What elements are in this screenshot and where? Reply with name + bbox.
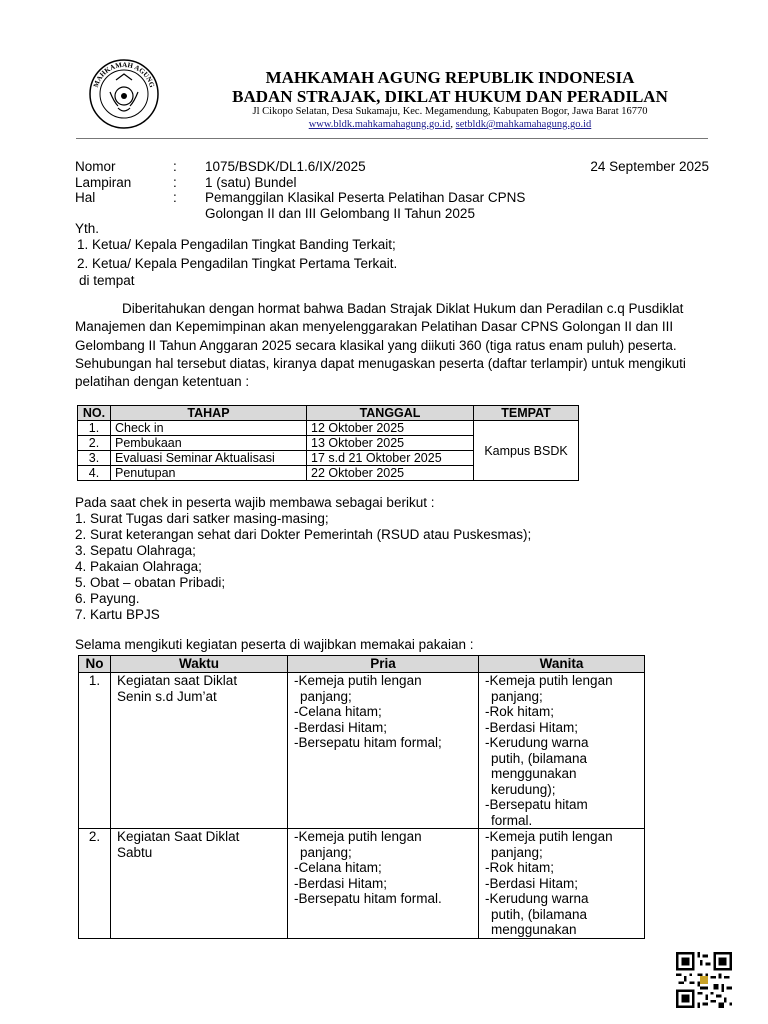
- pria-line: -Kemeja putih lengan: [294, 829, 422, 844]
- wanita-line: menggunakan: [491, 766, 577, 781]
- pria-line: -Berdasi Hitam;: [294, 719, 388, 735]
- row-tahap: Check in: [111, 421, 307, 436]
- org-address: Jl Cikopo Selatan, Desa Sukamaju, Kec. Megamendung, Kabupaten Bogor, Jawa Barat 16770: [252, 106, 648, 117]
- meta-hal-row: [75, 190, 715, 222]
- row-no: 2.: [78, 436, 111, 451]
- lampiran-label: Lampiran: [75, 175, 132, 190]
- addressee-place: di tempat: [79, 273, 135, 288]
- list-item: 1. Surat Tugas dari satker masing-masing;: [75, 511, 329, 526]
- pria-line: -Berdasi Hitam;: [294, 875, 388, 891]
- pria-line: -Celana hitam;: [294, 704, 382, 719]
- pria-line: panjang;: [300, 688, 352, 704]
- wanita-line: -Kerudung warna: [485, 891, 589, 906]
- meta-nomor-row: [75, 159, 715, 175]
- meta-lampiran-row: [75, 175, 715, 191]
- mahkamah-agung-seal-icon: [88, 58, 160, 130]
- row-tanggal: 12 Oktober 2025: [307, 421, 474, 436]
- org-contacts: [170, 118, 730, 132]
- table-header-row: [78, 406, 579, 421]
- waktu-line: Senin s.d Jum’at: [117, 688, 217, 704]
- wanita-line: -Kerudung warna: [485, 735, 589, 750]
- pria-line: -Bersepatu hitam formal;: [294, 735, 442, 750]
- list-item: 5. Obat – obatan Pribadi;: [75, 575, 226, 590]
- row-tahap: Evaluasi Seminar Aktualisasi: [111, 451, 307, 466]
- row-waktu: [111, 829, 288, 939]
- hal-value-line2: Golongan II dan III Gelombang II Tahun 2025: [205, 206, 475, 221]
- table-row: [79, 673, 645, 829]
- col-header: TEMPAT: [474, 406, 579, 421]
- col-header: Waktu: [111, 656, 288, 673]
- wanita-line: putih, (bilamana: [491, 906, 588, 922]
- row-tahap: Penutupan: [111, 466, 307, 481]
- schedule-table: [77, 405, 579, 481]
- body-text: Diberitahukan dengan hormat bahwa Badan Strajak Diklat Hukum dan Peradilan c.q Pusdiklat Manajemen dan Kepemimpinan akan menyelenggarakan Pelatihan Dasar CPNS Golongan II dan III Gelombang II Tahun Anggaran 2025 secara klasikal yang diikuti 360 (tiga ratus enam puluh) peserta. Sehubungan hal tersebut diatas, kiranya dapat menugaskan peserta (daftar terlampir) untuk mengikuti pelatihan dengan ketentuan :: [75, 301, 686, 390]
- col-header: No: [79, 656, 111, 673]
- colon: :: [173, 190, 177, 205]
- col-header: TAHAP: [111, 406, 307, 421]
- pria-line: -Bersepatu hitam formal.: [294, 891, 442, 906]
- header-divider: [76, 138, 708, 139]
- svg-text:MAHKAMAH AGUNG: MAHKAMAH AGUNG: [91, 60, 157, 89]
- wanita-line: -Kemeja putih lengan: [485, 673, 613, 688]
- colon: :: [173, 159, 177, 174]
- col-header: Pria: [288, 656, 479, 673]
- list-item: 4. Pakaian Olahraga;: [75, 559, 202, 574]
- wanita-line: -Berdasi Hitam;: [485, 875, 579, 891]
- list-item: 6. Payung.: [75, 591, 140, 606]
- row-no: 2.: [79, 829, 111, 939]
- contact-separator: ,: [450, 119, 456, 130]
- wanita-line: putih, (bilamana: [491, 750, 588, 766]
- checkin-intro: Pada saat chek in peserta wajib membawa sebagai berikut :: [75, 495, 435, 510]
- row-no: 1.: [79, 673, 111, 829]
- org-name-line2: BADAN STRAJAK, DIKLAT HUKUM DAN PERADILAN: [232, 87, 668, 106]
- qr-code-icon: [676, 952, 732, 1008]
- pria-line: panjang;: [300, 844, 352, 860]
- hal-label: Hal: [75, 190, 96, 205]
- colon: :: [173, 175, 177, 190]
- row-tanggal: 17 s.d 21 Oktober 2025: [307, 451, 474, 466]
- letter-date: 24 September 2025: [590, 159, 709, 174]
- wanita-line: -Berdasi Hitam;: [485, 719, 579, 735]
- row-tanggal: 22 Oktober 2025: [307, 466, 474, 481]
- hal-value-line1: Pemanggilan Klasikal Peserta Pelatihan Dasar CPNS: [205, 190, 526, 205]
- wanita-line: -Rok hitam;: [485, 704, 555, 719]
- row-no: 1.: [78, 421, 111, 436]
- wanita-line: -Bersepatu hitam: [485, 797, 588, 812]
- wanita-line: -Kemeja putih lengan: [485, 829, 613, 844]
- nomor-value: 1075/BSDK/DL1.6/IX/2025: [205, 159, 366, 174]
- dress-intro: Selama mengikuti kegiatan peserta di wajibkan memakai pakaian :: [75, 637, 474, 652]
- table-row: [79, 829, 645, 939]
- body-paragraph: [75, 300, 715, 391]
- org-name-line1: MAHKAMAH AGUNG REPUBLIK INDONESIA: [265, 68, 635, 87]
- table-row: [78, 421, 579, 436]
- row-tahap: Pembukaan: [111, 436, 307, 451]
- row-waktu: [111, 673, 288, 829]
- pria-line: -Celana hitam;: [294, 860, 382, 875]
- wanita-line: panjang;: [491, 688, 543, 704]
- list-item: 2. Surat keterangan sehat dari Dokter Pemerintah (RSUD atau Puskesmas);: [75, 527, 532, 542]
- list-item: 7. Kartu BPJS: [75, 607, 160, 622]
- col-header: NO.: [78, 406, 111, 421]
- waktu-line: Kegiatan Saat Diklat: [117, 829, 240, 844]
- wanita-line: -Rok hitam;: [485, 860, 555, 875]
- checkin-list: [75, 495, 715, 623]
- wanita-line: kerudung);: [491, 781, 556, 797]
- wanita-line: menggunakan: [491, 922, 577, 937]
- nomor-label: Nomor: [75, 159, 116, 174]
- row-tempat: Kampus BSDK: [474, 421, 579, 481]
- col-header: TANGGAL: [307, 406, 474, 421]
- website-link[interactable]: www.bldk.mahkamahagung.go.id: [308, 119, 451, 130]
- row-tanggal: 13 Oktober 2025: [307, 436, 474, 451]
- wanita-line: formal.: [491, 812, 533, 828]
- list-item: 3. Sepatu Olahraga;: [75, 543, 196, 558]
- pria-line: -Kemeja putih lengan: [294, 673, 422, 688]
- row-pria: [288, 673, 479, 829]
- dress-code-table: [78, 655, 645, 939]
- email-link[interactable]: setbldk@mahkamahagung.go.id: [455, 119, 592, 130]
- yth: Yth.: [75, 221, 100, 236]
- row-no: 4.: [78, 466, 111, 481]
- col-header: Wanita: [479, 656, 645, 673]
- wanita-line: panjang;: [491, 844, 543, 860]
- row-no: 3.: [78, 451, 111, 466]
- row-wanita: [479, 829, 645, 939]
- waktu-line: Sabtu: [117, 844, 153, 860]
- lampiran-value: 1 (satu) Bundel: [205, 175, 297, 190]
- waktu-line: Kegiatan saat Diklat: [117, 673, 238, 688]
- addressee-line1: 1. Ketua/ Kepala Pengadilan Tingkat Banding Terkait;: [77, 237, 396, 252]
- row-wanita: [479, 673, 645, 829]
- table-header-row: [79, 656, 645, 673]
- addressee-line2: 2. Ketua/ Kepala Pengadilan Tingkat Pertama Terkait.: [77, 256, 398, 271]
- row-pria: [288, 829, 479, 939]
